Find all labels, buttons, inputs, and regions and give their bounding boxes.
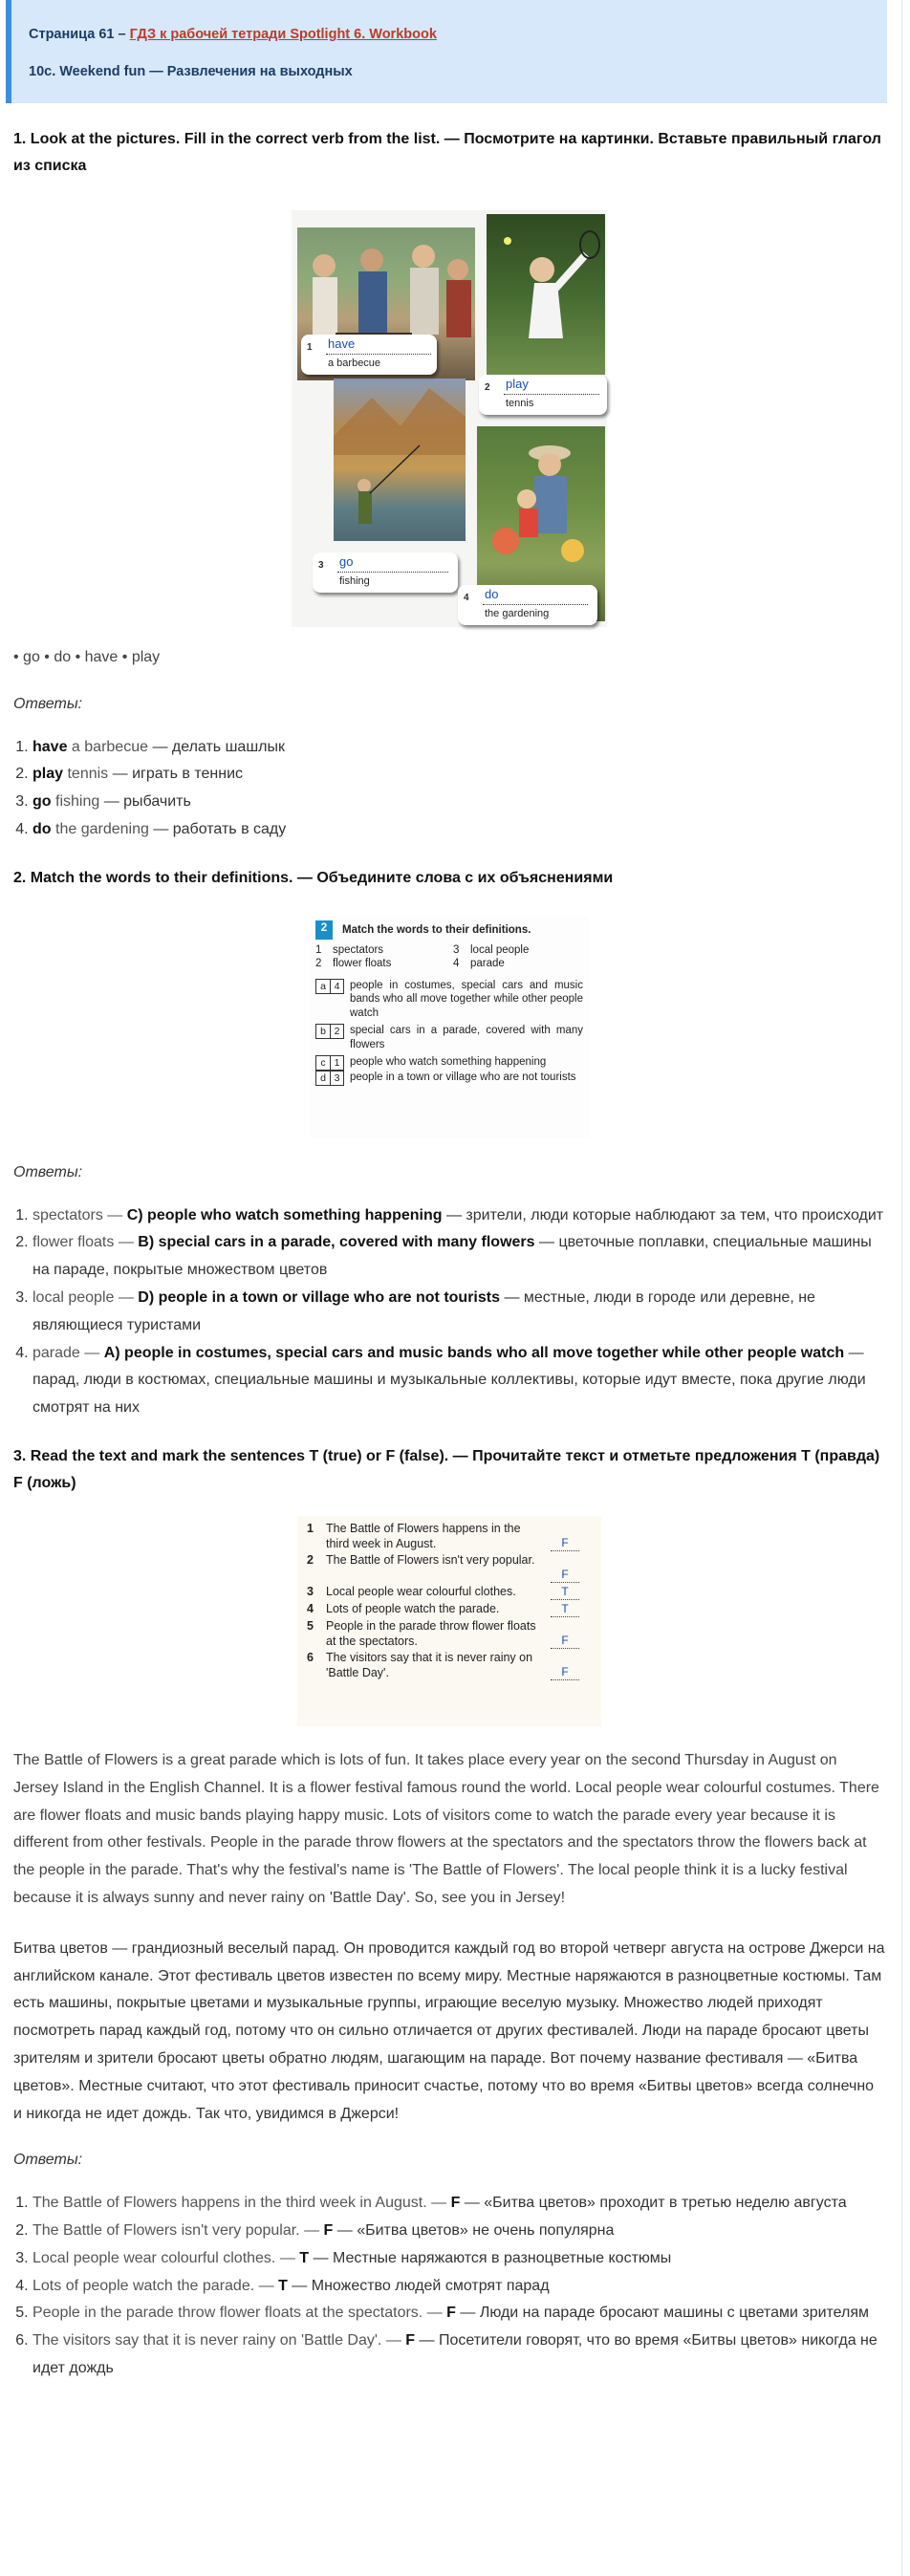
exercise-1-figure xyxy=(292,210,607,627)
answer-item xyxy=(32,2273,885,2301)
answer-translation: — Люди на параде бросают машины с цветами зрителям xyxy=(455,2305,870,2322)
statement-number: 1 xyxy=(307,1521,314,1535)
definition-row xyxy=(315,1055,583,1071)
exercise-2-figure xyxy=(310,917,589,1138)
exercise-3-answers-label: Ответы: xyxy=(13,2152,83,2169)
exercise-2-answers xyxy=(13,1202,885,1422)
statement-number: 6 xyxy=(307,1651,314,1665)
answer-translation: — местные, люди в городе или деревне, не являющиеся туристами xyxy=(32,1288,815,1333)
tf-value: F xyxy=(551,1665,579,1680)
answer-item xyxy=(32,816,885,844)
answer-tf: T xyxy=(299,2249,310,2266)
exercise-3-answers xyxy=(13,2190,885,2383)
article-content xyxy=(0,126,910,2383)
exercise-2-title: 2. Match the words to their definitions. — Объедините слова с их объяснениями xyxy=(13,869,614,886)
answer-definition: D) people in a town or village who are not tourists xyxy=(138,1288,500,1306)
answer-definition: B) special cars in a parade, covered with many flowers xyxy=(138,1234,535,1251)
label-1-number: 1 xyxy=(307,342,313,353)
definition-row xyxy=(315,979,583,1022)
lesson-title: 10c. Weekend fun — Развлечения на выходных xyxy=(29,64,353,80)
letter: d xyxy=(320,1072,326,1085)
label-2-answer: play xyxy=(506,377,529,391)
letter: a xyxy=(320,980,326,992)
answer-word: parade — xyxy=(32,1344,100,1361)
label-4-number: 4 xyxy=(464,593,469,603)
workbook-link[interactable]: ГДЗ к рабочей тетради Spotlight 6. Workbook xyxy=(129,27,437,42)
statement-number: 2 xyxy=(307,1553,314,1568)
answer-phrase: the gardening xyxy=(55,820,149,837)
answer-translation: — Посетители говорят, что во время «Битвы цветов» никогда не идет дождь xyxy=(32,2332,878,2376)
statement-text: The Battle of Flowers happens in the third week in August. xyxy=(326,1521,521,1550)
statement-row xyxy=(307,1553,592,1583)
statement-number: 3 xyxy=(307,1585,314,1599)
exercise-3-figure xyxy=(297,1516,601,1726)
russian-text: Битва цветов — грандиозный веселый парад. Он проводится каждый год во второй четверг августа на острове Джерси на английском канале. Этот фестиваль цветов известен по всему миру. Местные наряжаются в разноцветные костюмы. Там есть машины, покрытые цветами и музыкальные группы, играющие веселую музыку. Множество людей приходят посмотреть парад каждый год, потому что он сильно отличается от других фестивалей. Люди на параде бросают цветы зрителям и зрители бросают цветы обратно людям, шагающим на параде. Вот почему название фестиваля — «Битва цветов». Местные считают, что этот фестиваль приносит счастье, потому что во время «Битвы цветов» всегда солнечно и никогда не идет дождь. Так что, увидимся в Джерси! xyxy=(13,1939,885,2122)
answer-item xyxy=(32,1202,885,1230)
number: 3 xyxy=(330,1072,343,1085)
exercise-3-title: 3. Read the text and mark the sentences T (true) or F (false). — Прочитайте текст и отметьте предложения T (правда) F (ложь) xyxy=(13,1447,880,1491)
definition-text: people who watch something happening xyxy=(350,1056,547,1069)
label-3-answer: go xyxy=(339,554,354,569)
word-number: 1 xyxy=(315,943,322,956)
exercise-3-figure-wrap xyxy=(13,1497,885,1726)
answer-tf: F xyxy=(405,2332,416,2349)
answer-sentence: The visitors say that it is never rainy on 'Battle Day'. — xyxy=(32,2332,401,2349)
answer-translation: — цветочные поплавки, специальные машины на параде, покрытые множеством цветов xyxy=(32,1234,872,1279)
answer-definition: C) people who watch something happening xyxy=(126,1206,443,1223)
label-2-number: 2 xyxy=(485,382,490,393)
statement-row xyxy=(307,1522,592,1551)
word-grid xyxy=(315,943,583,971)
answer-word: flower floats — xyxy=(32,1234,134,1251)
definition-row xyxy=(315,1071,583,1086)
answer-definition: A) people in costumes, special cars and music bands who all move together while other people watch xyxy=(103,1344,845,1361)
letter: c xyxy=(320,1057,326,1070)
number: 4 xyxy=(330,980,343,993)
answer-tf: F xyxy=(323,2221,334,2239)
label-2-noun: tennis xyxy=(506,398,534,409)
match-pair xyxy=(315,1024,344,1039)
tf-value: T xyxy=(551,1602,579,1617)
definition-text: people in a town or village who are not tourists xyxy=(350,1072,576,1084)
definition-text: people in costumes, special cars and music bands who all move together while other people watch xyxy=(350,979,583,1020)
tf-value: F xyxy=(551,1536,579,1551)
answer-translation: — работать в саду xyxy=(153,820,287,837)
tf-mark xyxy=(546,1553,584,1583)
tennis-photo-image xyxy=(487,214,605,375)
word: local people xyxy=(470,943,530,956)
statement-number: 4 xyxy=(307,1602,314,1616)
tf-mark xyxy=(546,1585,584,1600)
answer-item xyxy=(32,2327,885,2383)
answer-translation: — «Битва цветов» проходит в третью неделю августа xyxy=(460,2195,847,2212)
letter: b xyxy=(320,1026,326,1038)
word-list: • go • do • have • play xyxy=(13,649,161,665)
exercise-1-figure-wrap xyxy=(13,180,885,627)
page-prefix: Страница 61 – xyxy=(29,27,126,42)
exercise-2-answers-label: Ответы: xyxy=(13,1163,83,1180)
word: parade xyxy=(470,958,505,970)
exercise-2-figure-wrap xyxy=(13,892,885,1138)
statement-row xyxy=(307,1619,592,1649)
label-2 xyxy=(479,375,607,415)
answer-tf: F xyxy=(446,2305,456,2322)
word-number: 4 xyxy=(453,958,460,970)
answer-phrase: tennis xyxy=(67,766,109,783)
answer-tf: T xyxy=(278,2277,288,2294)
answer-phrase: a barbecue xyxy=(71,738,148,755)
label-4 xyxy=(458,585,597,625)
answer-item xyxy=(32,2245,885,2273)
answer-phrase: fishing xyxy=(55,793,100,811)
label-4-noun: the gardening xyxy=(485,608,550,619)
answer-translation: — рыбачить xyxy=(103,793,191,811)
figure-heading: Match the words to their definitions. xyxy=(342,923,531,936)
answer-item xyxy=(32,2218,885,2245)
fishing-photo-image xyxy=(334,379,466,541)
definition-text: special cars in a parade, covered with many flowers xyxy=(350,1025,583,1051)
answer-sentence: People in the parade throw flower floats at the spectators. — xyxy=(32,2305,443,2322)
answer-verb: do xyxy=(32,820,52,837)
answer-sentence: The Battle of Flowers happens in the third week in August. — xyxy=(32,2195,447,2212)
english-text: The Battle of Flowers is a great parade which is lots of fun. It takes place every year on the second Thursday in August on Jersey Island in the English Channel. It is a flower festival famous round the world. Local people wear colourful costumes. There are flower floats and music bands playing happy music. Lots of visitors come to watch the parade every year because it is different from other festivals. People in the parade throw flowers at the spectators and the spectators throw the flowers back at the people in the parade. That's why the festival's name is 'The Battle of Flowers'. The local people think it is a lucky festival because it is always sunny and never rainy on 'Battle Day'. So, see you in Jersey! xyxy=(13,1751,879,1906)
answer-sentence: Lots of people watch the parade. — xyxy=(32,2277,274,2294)
page-border xyxy=(901,0,902,2576)
breadcrumb xyxy=(29,27,870,43)
match-pair xyxy=(315,1071,344,1086)
answer-word: spectators — xyxy=(32,1206,123,1223)
word-number: 3 xyxy=(453,943,460,956)
answer-translation: — зрители, люди которые наблюдают за тем, что происходит xyxy=(442,1206,884,1223)
statement-text: The visitors say that it is never rainy on 'Battle Day'. xyxy=(326,1651,533,1680)
exercise-number-badge: 2 xyxy=(315,920,333,940)
number: 1 xyxy=(330,1056,343,1070)
word: spectators xyxy=(333,943,384,956)
tf-mark xyxy=(546,1651,584,1680)
answer-item xyxy=(32,761,885,789)
label-3-dots xyxy=(337,572,448,573)
match-pair xyxy=(315,979,344,994)
label-4-answer: do xyxy=(485,587,499,601)
answer-sentence: Local people wear colourful clothes. — xyxy=(32,2249,295,2266)
answer-item xyxy=(32,1285,885,1340)
label-1 xyxy=(301,335,437,375)
statement-row xyxy=(307,1651,592,1680)
answer-verb: have xyxy=(32,738,68,755)
answer-item xyxy=(32,1340,885,1422)
tennis-photo xyxy=(487,214,605,375)
statement-text: The Battle of Flowers isn't very popular. xyxy=(326,1553,535,1568)
statement-text: Local people wear colourful clothes. xyxy=(326,1585,516,1599)
statement-row xyxy=(307,1585,592,1600)
answer-translation: — делать шашлык xyxy=(152,738,285,755)
answer-translation: — парад, люди в костюмах, специальные машины и музыкальные коллективы, которые идут вместе, пока другие люди смотрят на них xyxy=(32,1344,866,1417)
answer-sentence: The Battle of Flowers isn't very popular. — xyxy=(32,2221,320,2239)
answer-translation: — играть в теннис xyxy=(112,766,243,783)
exercise-1-title: 1. Look at the pictures. Fill in the correct verb from the list. — Посмотрите на картинки. Вставьте правильный глагол из списка xyxy=(13,131,881,174)
tf-value: F xyxy=(551,1568,579,1583)
statement-number: 5 xyxy=(307,1619,314,1634)
answer-item xyxy=(32,1229,885,1285)
label-1-noun: a barbecue xyxy=(328,357,381,369)
answer-verb: go xyxy=(32,793,52,811)
answer-item xyxy=(32,2300,885,2327)
label-3-noun: fishing xyxy=(339,575,370,587)
tf-mark xyxy=(546,1619,584,1649)
word: flower floats xyxy=(333,958,392,970)
answer-translation: — «Битва цветов» не очень популярна xyxy=(333,2221,615,2239)
label-3-number: 3 xyxy=(318,560,324,571)
word-number: 2 xyxy=(315,958,322,970)
answer-verb: play xyxy=(32,766,64,783)
answer-tf: F xyxy=(450,2195,461,2212)
answer-item xyxy=(32,734,885,762)
answer-word: local people — xyxy=(32,1288,134,1306)
tf-mark xyxy=(546,1602,584,1617)
label-3 xyxy=(313,552,458,593)
answer-item xyxy=(32,789,885,816)
answer-translation: — Местные наряжаются в разноцветные костюмы xyxy=(309,2249,672,2266)
label-1-answer: have xyxy=(328,336,356,351)
definition-row xyxy=(315,1024,583,1052)
number: 2 xyxy=(330,1025,343,1038)
exercise-1-answers-label: Ответы: xyxy=(13,695,83,712)
answer-translation: — Множество людей смотрят парад xyxy=(287,2277,550,2294)
fishing-photo xyxy=(334,379,466,541)
statement-text: Lots of people watch the parade. xyxy=(326,1602,500,1616)
match-pair xyxy=(315,1055,344,1071)
tf-value: F xyxy=(551,1634,579,1649)
label-2-dots xyxy=(504,394,599,395)
page-header xyxy=(6,0,887,103)
tf-mark xyxy=(546,1522,584,1551)
label-4-dots xyxy=(483,604,588,605)
answer-item xyxy=(32,2190,885,2218)
exercise-1-answers xyxy=(13,734,885,844)
label-1-dots xyxy=(326,354,431,355)
statement-text: People in the parade throw flower floats at the spectators. xyxy=(326,1619,536,1648)
statement-row xyxy=(307,1602,592,1617)
tf-value: T xyxy=(551,1585,579,1600)
